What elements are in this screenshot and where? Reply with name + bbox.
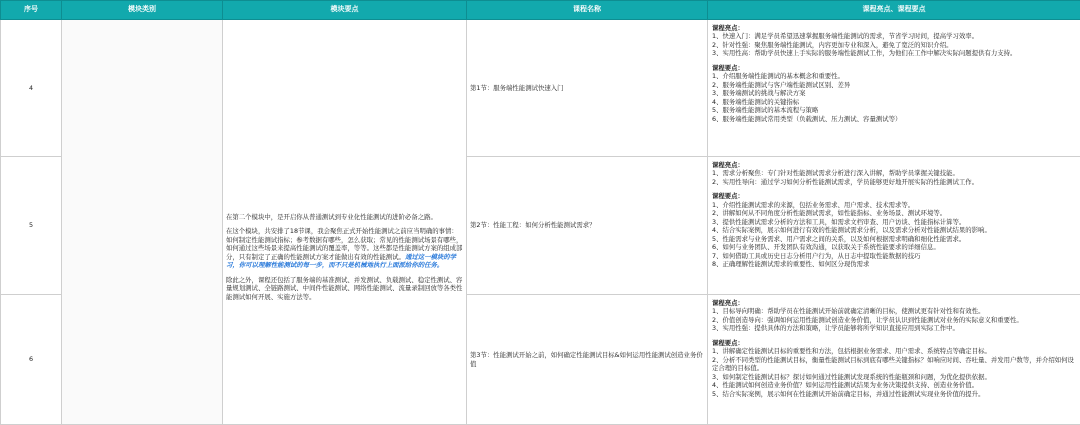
highlight-line: 1、快速入门：满足学员希望迅速掌握服务端性能测试的需求，节省学习时间，提高学习效率。 [712, 32, 979, 41]
points-title: 课程要点： [712, 63, 744, 72]
point-line: 6、如何与业务团队、开发团队有效沟通，以获取关于系统性能要求的详细信息。 [712, 243, 940, 252]
row-serial[interactable]: 6 [1, 295, 62, 425]
table-row [1, 20, 1080, 157]
highlight-line: 1、需求分析聚焦：专门针对性能测试需求分析进行深入讲解，帮助学员掌握关键技能。 [712, 169, 959, 178]
header-course-highlights[interactable]: 课程亮点、课程要点 [708, 1, 1080, 20]
header-row [1, 1, 1080, 20]
point-line: 2、分析不同类型的性能测试目标，衡量性能测试目标到底有哪些关键指标？如响应时间、吞吐量、并发用户数等，并介绍如何设定合理的目标值。 [712, 355, 1074, 373]
points-title: 课程要点： [712, 338, 744, 347]
point-line: 1、介绍服务端性能测试的基本概念和重要性。 [712, 72, 844, 81]
module-points-para2 [226, 227, 463, 269]
header-module-category[interactable]: 模块类别 [62, 1, 223, 20]
point-line: 2、讲解如何从不同角度分析性能测试需求，如性能指标、业务场景、测试环境等。 [712, 209, 947, 218]
point-line: 8、正确理解性能测试需求的重要性、如何区分现伪需求 [712, 259, 870, 268]
highlights-title: 课程亮点： [712, 299, 744, 307]
header-course-name[interactable]: 课程名称 [467, 1, 708, 20]
course-name-cell[interactable]: 第3节：性能测试开始之前，如何确定性能测试目标&如何运用性能测试创造业务价值 [467, 295, 708, 425]
point-line: 5、结合实际案例，展示如何在性能测试开始前确定目标，并通过性能测试实现业务价值的提升。 [712, 389, 985, 398]
highlight-line: 2、价值创造导向：强调如何运用性能测试创造业务价值，让学员认识到性能测试对业务的实际意义和重要性。 [712, 315, 1023, 324]
highlights-title: 课程亮点： [712, 161, 744, 169]
point-line: 3、如何制定性能测试目标？探讨如何通过性能测试发现系统的性能瓶颈和问题，为优化提供依据。 [712, 372, 991, 381]
module-points-cell[interactable] [223, 20, 467, 425]
module-points-para3: 除此之外，课程还包括了服务端的基准测试、并发测试、负载测试、稳定性测试、容量规划测试、全链路测试、中间件性能测试、网络性能测试、流量录制回放等各类性能测试如何开展、实施方法等。 [226, 275, 463, 301]
highlight-line: 2、针对性强：聚焦服务端性能测试，内容更加专业和深入，避免了宽泛的知识介绍。 [712, 40, 953, 49]
point-line: 3、提供性能测试需求分析的方法和工具，如需求文档审查、用户访谈、性能指标计算等。 [712, 217, 966, 226]
point-line: 4、结合实际案例，展示如何进行有效的性能测试需求分析，以及需求分析对性能测试结果的影响。 [712, 226, 991, 235]
point-line: 2、服务端性能测试与客户端性能测试区别、差异 [712, 80, 851, 89]
highlight-line: 2、实用性导向：通过学习如何分析性能测试需求，学员能够更好地开展实际的性能测试工作。 [712, 177, 979, 186]
highlight-line: 1、目标导向明确：帮助学员在性能测试开始前就确定清晰的目标，使测试更有针对性和有效性。 [712, 307, 985, 316]
point-line: 7、如何借助工具或历史日志分析用户行为，从日志中提取性能数据的技巧 [712, 251, 921, 260]
point-line: 4、性能测试如何创造业务价值？如何运用性能测试结果为业务决策提供支持、创造业务价值。 [712, 381, 979, 390]
point-line: 5、服务端性能测试的基本流程与策略 [712, 106, 819, 115]
row-serial[interactable]: 4 [1, 20, 62, 157]
point-line: 3、服务端测试的挑战与解决方案 [712, 89, 806, 98]
point-line: 1、讲解确定性能测试目标的重要性和方法，包括根据业务需求、用户需求、系统特点等确定目标。 [712, 347, 991, 356]
course-highlights-cell[interactable] [708, 295, 1080, 425]
course-name-cell[interactable]: 第1节：服务端性能测试快速入门 [467, 20, 708, 157]
row-serial[interactable]: 5 [1, 157, 62, 295]
course-highlights-cell[interactable] [708, 20, 1080, 157]
point-line: 1、介绍性能测试需求的来源，包括业务需求、用户需求、技术需求等。 [712, 200, 915, 209]
highlights-title: 课程亮点： [712, 24, 744, 32]
point-line: 5、性能需求与业务需求、用户需求之间的关系，以及如何根据需求明确和细化性能需求。 [712, 234, 966, 243]
point-line: 6、服务端性能测试常用类型（负载测试、压力测试、容量测试等） [712, 114, 902, 123]
module-category-cell[interactable] [62, 20, 223, 425]
header-serial[interactable]: 序号 [1, 1, 62, 20]
course-name-cell[interactable]: 第2节：性能工程：如何分析性能测试需求？ [467, 157, 708, 295]
highlight-line: 3、实用性高：帮助学员快速上手实际的服务端性能测试工作，为他们在工作中解决实际问题提供有力支持。 [712, 49, 1017, 58]
highlight-line: 3、实用性强：提供具体的方法和策略，让学员能够将所学知识直接应用到实际工作中。 [712, 324, 959, 333]
module-points-highlight: 通过这一模块的学习，你可以理解性能测试的每一步，而不只是机械地执行上面派给你的任务。 [226, 252, 457, 270]
header-module-points[interactable]: 模块要点 [223, 1, 467, 20]
module-points-para1: 在第二个模块中，是开启你从普通测试到专业化性能测试的进阶必备之路。 [226, 212, 437, 221]
course-highlights-cell[interactable] [708, 157, 1080, 295]
points-title: 课程要点： [712, 192, 744, 201]
point-line: 4、服务端性能测试的关键指标 [712, 97, 800, 106]
module-points-para2-text: 在这个模块，共安排了18节课，我会聚焦正式开始性能测试之前应当明确的事情：如何制定性能测试指标；参考数据有哪些，怎么获取；常见的性能测试场景有哪些，如何通过这些场景来提高性能测试的覆盖率，等等。这些都是性能测试方案的组成部分，只有制定了正确的性能测试方案才能做出有效的性能测试。 [226, 227, 463, 261]
